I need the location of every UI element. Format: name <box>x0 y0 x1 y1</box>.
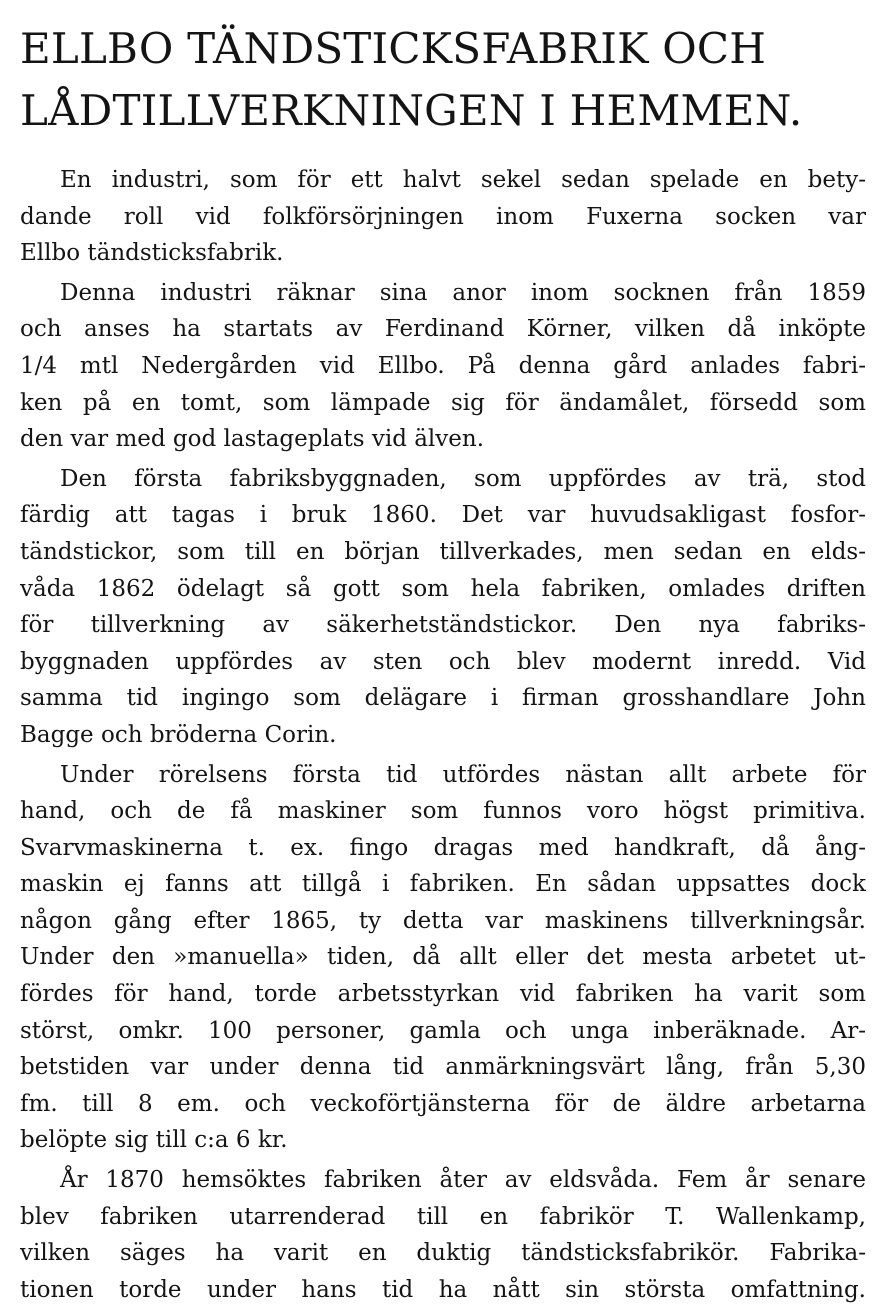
paragraph <box>20 461 866 754</box>
text-line: och anses ha startats av Ferdinand Körner, vilken då inköpte <box>20 316 866 343</box>
text-line: byggnaden uppfördes av sten och blev modernt inredd. Vid <box>20 648 866 675</box>
text-line: tionen torde under hans tid ha nått sin största omfattning. <box>20 1276 866 1303</box>
text-line: Bagge och bröderna Corin. <box>20 721 337 748</box>
text-line: En industri, som för ett halvt sekel sedan spelade en bety- <box>60 167 866 193</box>
title-line: LÅDTILLVERKNINGEN I HEMMEN. <box>20 86 803 135</box>
paragraph <box>20 1162 866 1308</box>
text-line: våda 1862 ödelagt så gott som hela fabriken, omlades driften <box>20 575 866 602</box>
paragraph <box>20 275 866 458</box>
text-line: Under den »manuella» tiden, då allt eller det mesta arbetet ut- <box>20 944 866 971</box>
text-line: Under rörelsens första tid utfördes nästan allt arbete för <box>60 761 866 788</box>
text-line: för tillverkning av säkerhetständstickor. Den nya fabriks- <box>20 612 866 639</box>
text-line: dande roll vid folkförsörjningen inom Fuxerna socken var <box>20 203 866 230</box>
text-line: tändstickor, som till en början tillverkades, men sedan en elds- <box>20 538 866 565</box>
text-line: färdig att tagas i bruk 1860. Det var huvudsakligast fosfor- <box>20 502 866 529</box>
text-line: maskin ej fanns att tillgå i fabriken. En sådan uppsattes dock <box>20 871 866 898</box>
text-line: Denna industri räknar sina anor inom socknen från 1859 <box>60 279 866 306</box>
text-line: någon gång efter 1865, ty detta var maskinens tillverkningsår. <box>20 907 866 934</box>
title-line: ELLBO TÄNDSTICKSFABRIK OCH <box>20 24 767 73</box>
text-line: 1/4 mtl Nedergården vid Ellbo. På denna gård anlades fabri- <box>20 352 866 379</box>
text-line: hand, och de få maskiner som funnos voro högst primitiva. <box>20 798 866 825</box>
text-line: störst, omkr. 100 personer, gamla och unga inberäknade. Ar- <box>20 1017 866 1044</box>
text-line: blev fabriken utarrenderad till en fabrikör T. Wallenkamp, <box>20 1203 866 1230</box>
text-line: ken på en tomt, som lämpade sig för ändamålet, försedd som <box>20 389 866 416</box>
paragraph <box>20 757 866 1160</box>
text-line: Svarvmaskinerna t. ex. fingo dragas med handkraft, då ång- <box>20 834 866 861</box>
text-line: betstiden var under denna tid anmärkningsvärt lång, från 5,30 <box>20 1054 866 1081</box>
text-line: fm. till 8 em. och veckoförtjänsterna för de äldre arbetarna <box>20 1090 866 1117</box>
paragraph <box>20 162 866 272</box>
text-line: vilken säges ha varit en duktig tändsticksfabrikör. Fabrika- <box>20 1240 866 1267</box>
text-line: den var med god lastageplats vid älven. <box>20 426 485 453</box>
text-line: Den första fabriksbyggnaden, som uppfördes av trä, stod <box>60 465 866 492</box>
text-line: År 1870 hemsöktes fabriken åter av eldsvåda. Fem år senare <box>60 1167 866 1194</box>
text-line: fördes för hand, torde arbetsstyrkan vid fabriken ha varit som <box>20 981 866 1008</box>
article-title <box>20 18 872 142</box>
text-line: samma tid ingingo som delägare i firman grosshandlare John <box>20 685 866 712</box>
text-line: Ellbo tändsticksfabrik. <box>20 240 284 267</box>
text-line: belöpte sig till c:a 6 kr. <box>20 1127 288 1154</box>
article-body <box>20 162 872 1308</box>
